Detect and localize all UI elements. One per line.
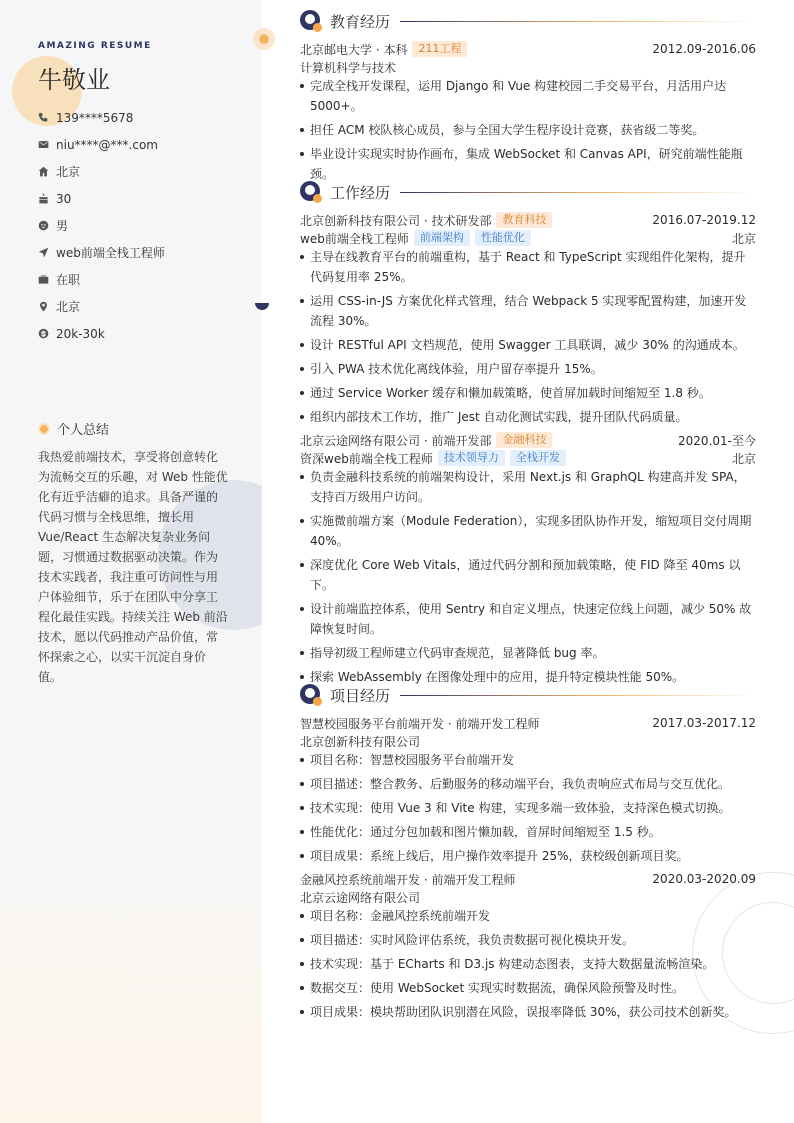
section-work (300, 181, 756, 203)
major: 计算机科学与技术 (300, 61, 397, 75)
skill-tag: 技术领导力 (438, 450, 505, 466)
job-city: 北京 (731, 231, 756, 246)
contact-text: 男 (56, 219, 69, 233)
summary-title: 个人总结 (57, 423, 110, 438)
sidebar (0, 0, 262, 1123)
contact-text: 北京 (56, 300, 81, 314)
school-tag: 211工程 (412, 41, 467, 57)
money-icon (38, 328, 49, 339)
section-title: 教育经历 (330, 12, 391, 31)
list-item: 技术实现：基于 ECharts 和 D3.js 构建动态图表，支持大数据量流畅渲染。 (300, 954, 756, 974)
job-role-row (300, 229, 756, 247)
list-item: 主导在线教育平台的前端重构，基于 React 和 TypeScript 实现组件化架构，提升代码复用率 25%。 (300, 247, 756, 287)
project-company: 北京云途网络有限公司 (300, 891, 421, 905)
industry-tag: 金融科技 (496, 432, 552, 448)
project-date: 2017.03-2017.12 (652, 716, 756, 730)
job-date: 2016.07-2019.12 (652, 213, 756, 227)
education-bullets (300, 76, 756, 188)
job-role: web前端全栈工程师 (300, 231, 409, 246)
summary-text: 我热爱前端技术，享受将创意转化为流畅交互的乐趣，对 Web 性能优化有近乎洁癖的追求。具备严谨的代码习惯与全栈思维，擅长用 Vue/React 生态解决复杂业务问题，习惯通过数据驱动决策。作为技术实践者，我注重可访问性与用户体验细节，乐于在团队中分享工程化最佳实践。持续关注 Web 前沿技术，愿以代码推动产品价值，常怀探索之心，以实干沉淀自身价值。 (38, 450, 228, 684)
decorative-dot (253, 28, 275, 50)
phone-icon (38, 112, 49, 123)
list-item: 项目名称：智慧校园服务平台前端开发 (300, 750, 756, 770)
skill-tag: 性能优化 (475, 230, 531, 246)
section-title: 项目经历 (330, 686, 391, 705)
job-role-row (300, 449, 756, 467)
job-header (300, 431, 756, 449)
list-item: 引入 PWA 技术优化离线体验，用户留存率提升 15%。 (300, 359, 756, 379)
company-name: 北京创新科技有限公司 · 技术研发部 (300, 213, 492, 228)
project-name: 金融风控系统前端开发 · 前端开发工程师 (300, 872, 516, 887)
contact-email (38, 131, 165, 158)
list-item: 实施微前端方案（Module Federation），实现多团队协作开发，缩短项目交付周期 40%。 (300, 511, 756, 551)
list-item: 项目成果：系统上线后，用户操作效率提升 25%，获校级创新项目奖。 (300, 846, 756, 866)
summary-heading (38, 419, 109, 438)
section-icon (300, 684, 322, 706)
job-city: 北京 (731, 451, 756, 466)
list-item: 性能优化：通过分包加载和图片懒加载，首屏时间缩短至 1.5 秒。 (300, 822, 756, 842)
job-date: 2020.01-至今 (678, 433, 756, 448)
contact-gender (38, 212, 165, 239)
list-item: 项目成果：模块帮助团队识别潜在风险，误报率降低 30%，获公司技术创新奖。 (300, 1002, 756, 1022)
list-item: 指导初级工程师建立代码审查规范，显著降低 bug 率。 (300, 643, 756, 663)
list-item: 通过 Service Worker 缓存和懒加载策略，使首屏加载时间缩短至 1.8 秒。 (300, 383, 756, 403)
project-bullets (300, 750, 756, 870)
section-education (300, 10, 756, 32)
job-bullets (300, 247, 756, 431)
list-item: 探索 WebAssembly 在图像处理中的应用，提升特定模块性能 50%。 (300, 667, 756, 687)
list-item: 毕业设计实现实时协作画布，集成 WebSocket 和 Canvas API，研究前端性能瓶颈。 (300, 144, 756, 184)
home-icon (38, 166, 49, 177)
contact-home (38, 158, 165, 185)
section-divider (400, 192, 756, 193)
list-item: 负责金融科技系统的前端架构设计，采用 Next.js 和 GraphQL 构建高并发 SPA，支持百万级用户访问。 (300, 467, 756, 507)
bullet-dot-icon (38, 423, 50, 435)
education-header (300, 40, 756, 58)
project-header (300, 870, 756, 888)
list-item: 项目描述：整合教务、后勤服务的移动端平台，我负责响应式布局与交互优化。 (300, 774, 756, 794)
contact-text: 30 (56, 191, 72, 206)
section-projects (300, 684, 756, 706)
contact-text: 20k-30k (56, 326, 105, 341)
contact-text: 139****5678 (56, 110, 134, 125)
skill-tag: 全栈开发 (510, 450, 566, 466)
smile-icon (38, 220, 49, 231)
project-name: 智慧校园服务平台前端开发 · 前端开发工程师 (300, 716, 540, 731)
briefcase-icon (38, 274, 49, 285)
mail-icon (38, 139, 49, 150)
contact-age (38, 185, 165, 212)
candidate-name: 牛敬业 (38, 66, 110, 94)
contact-list (38, 104, 165, 347)
job-header (300, 211, 756, 229)
section-title: 工作经历 (330, 183, 391, 202)
section-divider (400, 21, 756, 22)
list-item: 设计 RESTful API 文档规范，使用 Swagger 工具联调，减少 30% 的沟通成本。 (300, 335, 756, 355)
list-item: 设计前端监控体系，使用 Sentry 和自定义埋点，快速定位线上问题，减少 50% 故障恢复时间。 (300, 599, 756, 639)
contact-phone (38, 104, 165, 131)
cake-icon (38, 193, 49, 204)
brand-label: AMAZING RESUME (38, 41, 152, 51)
job-bullets (300, 467, 756, 691)
project-bullets (300, 906, 756, 1026)
list-item: 组织内部技术工作坊，推广 Jest 自动化测试实践，提升团队代码质量。 (300, 407, 756, 427)
list-item: 项目名称：金融风控系统前端开发 (300, 906, 756, 926)
list-item: 担任 ACM 校队核心成员，参与全国大学生程序设计竞赛，获省级二等奖。 (300, 120, 756, 140)
section-divider (400, 695, 756, 696)
skill-tag: 前端架构 (414, 230, 470, 246)
project-date: 2020.03-2020.09 (652, 872, 756, 886)
list-item: 数据交互：使用 WebSocket 实现实时数据流，确保风险预警及时性。 (300, 978, 756, 998)
contact-location (38, 293, 165, 320)
project-header (300, 714, 756, 732)
contact-salary (38, 320, 165, 347)
industry-tag: 教育科技 (496, 212, 552, 228)
project-company: 北京创新科技有限公司 (300, 735, 421, 749)
send-icon (38, 247, 49, 258)
contact-text: 北京 (56, 165, 81, 179)
contact-position (38, 239, 165, 266)
contact-text: niu****@***.com (56, 137, 158, 152)
contact-status (38, 266, 165, 293)
list-item: 运用 CSS-in-JS 方案优化样式管理，结合 Webpack 5 实现零配置构建，加速开发流程 30%。 (300, 291, 756, 331)
company-name: 北京云途网络有限公司 · 前端开发部 (300, 433, 492, 448)
location-pin-icon (38, 301, 49, 312)
contact-text: web前端全栈工程师 (56, 246, 165, 260)
list-item: 技术实现：使用 Vue 3 和 Vite 构建，实现多端一致体验，支持深色模式切换。 (300, 798, 756, 818)
list-item: 完成全栈开发课程，运用 Django 和 Vue 构建校园二手交易平台，月活用户达 5000+。 (300, 76, 756, 116)
education-date: 2012.09-2016.06 (652, 42, 756, 56)
school-name: 北京邮电大学 · 本科 (300, 42, 408, 57)
contact-text: 在职 (56, 273, 81, 287)
list-item: 项目描述：实时风险评估系统，我负责数据可视化模块开发。 (300, 930, 756, 950)
job-role: 资深web前端全栈工程师 (300, 451, 433, 466)
section-icon (300, 10, 322, 32)
list-item: 深度优化 Core Web Vitals，通过代码分割和预加载策略，使 FID 降至 40ms 以下。 (300, 555, 756, 595)
section-icon (300, 181, 322, 203)
